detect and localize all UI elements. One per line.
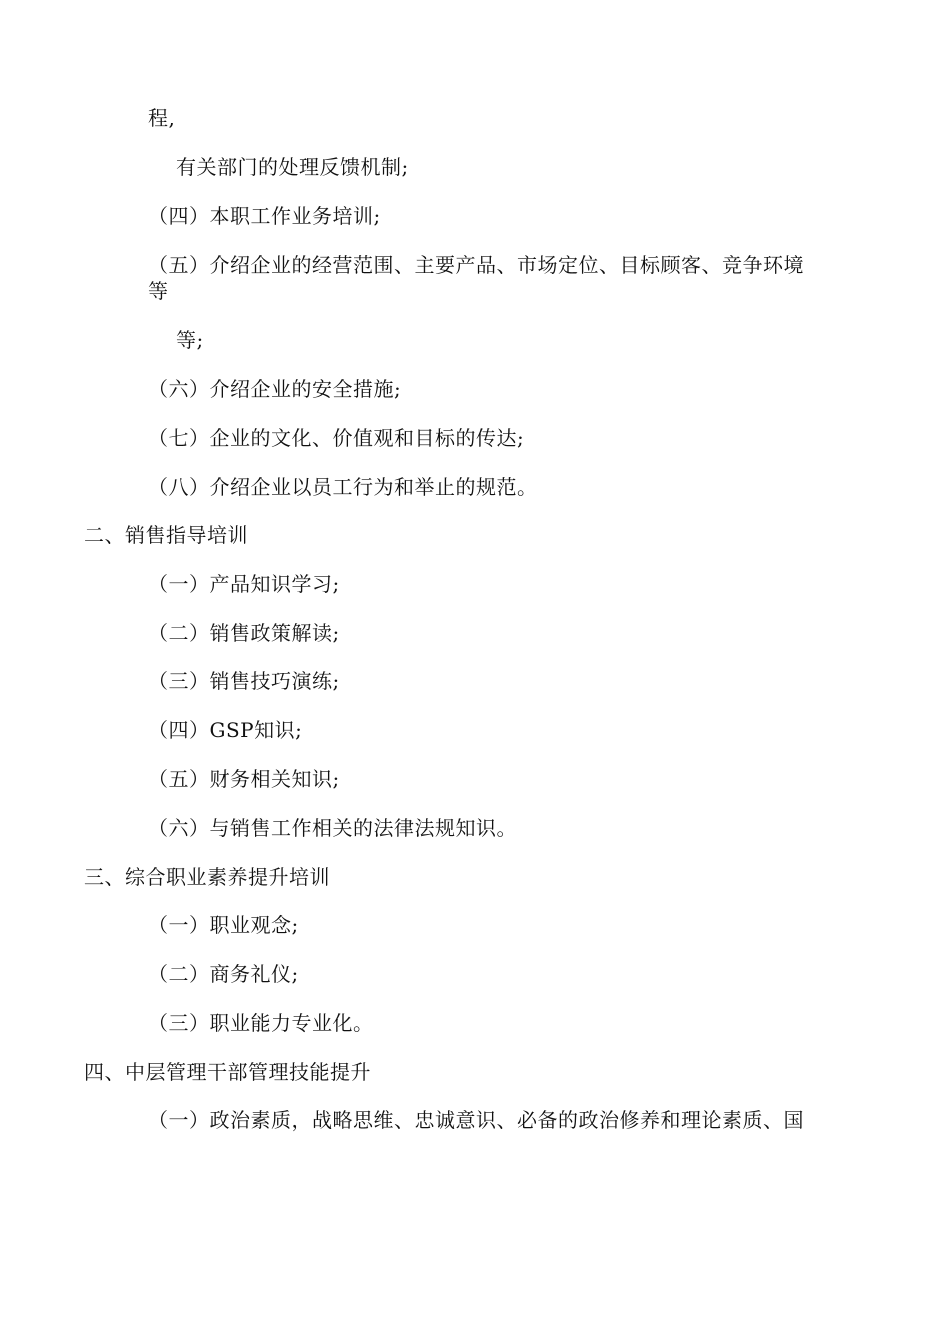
list-item: （四）GSP知识; xyxy=(148,718,303,742)
list-item: （三）职业能力专业化。 xyxy=(148,1011,374,1035)
list-item: （四）本职工作业务培训; xyxy=(148,204,381,228)
list-item: （五）财务相关知识; xyxy=(148,767,340,791)
list-item: （七）企业的文化、价值观和目标的传达; xyxy=(148,426,525,450)
section-heading: 四、中层管理干部管理技能提升 xyxy=(84,1060,371,1084)
section-heading: 二、销售指导培训 xyxy=(84,523,248,547)
list-item: （二）销售政策解读; xyxy=(148,621,340,645)
list-item: （一）产品知识学习; xyxy=(148,572,340,596)
list-item: （六）与销售工作相关的法律法规知识。 xyxy=(148,816,517,840)
section-heading: 三、综合职业素养提升培训 xyxy=(84,865,330,889)
list-item-wrap: 等 xyxy=(148,279,169,303)
continuation-line: 有关部门的处理反馈机制; xyxy=(176,155,409,179)
list-item: （五）介绍企业的经营范围、主要产品、市场定位、目标顾客、竞争环境 xyxy=(148,253,804,277)
list-item: （八）介绍企业以员工行为和举止的规范。 xyxy=(148,475,538,499)
list-item: （二）商务礼仪; xyxy=(148,962,299,986)
list-item: （一）政治素质，战略思维、忠诚意识、必备的政治修养和理论素质、国 xyxy=(148,1108,804,1132)
list-item: （三）销售技巧演练; xyxy=(148,669,340,693)
list-item-wrap: 等; xyxy=(176,328,204,352)
continuation-line: 程, xyxy=(148,106,176,130)
list-item: （六）介绍企业的安全措施; xyxy=(148,377,402,401)
list-item: （一）职业观念; xyxy=(148,913,299,937)
